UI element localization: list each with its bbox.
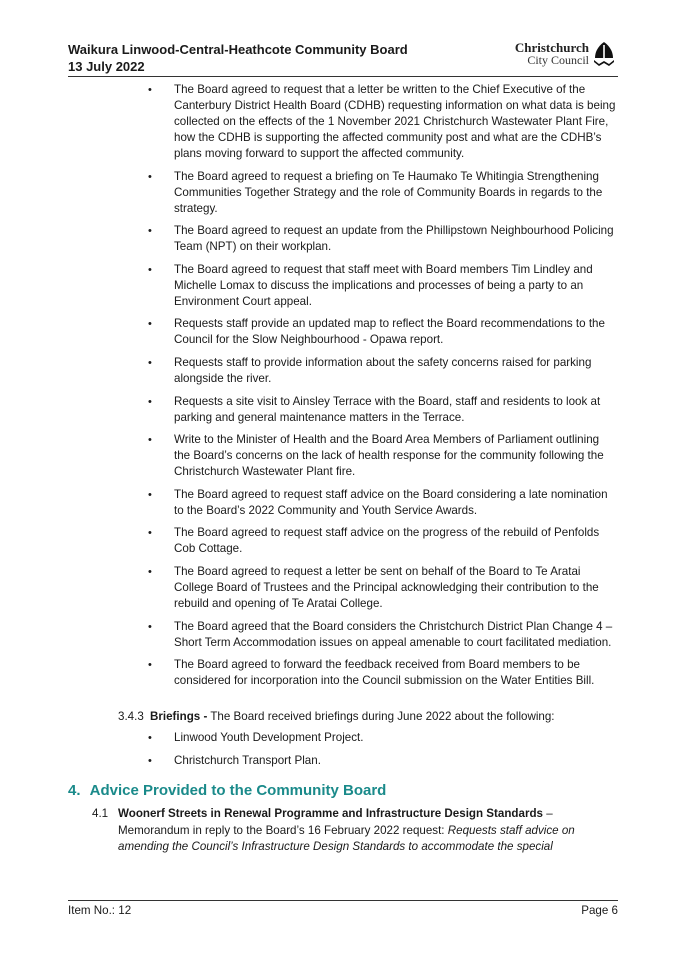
subsection-heading: Briefings - [150, 710, 208, 723]
section-title: Advice Provided to the Community Board [89, 782, 387, 799]
subsection-3-4-3 [118, 709, 555, 725]
list-item: • Requests a site visit to Ainsley Terrace with the Board, staff and residents to look at parking and general maintenance matters in the Terrace. [148, 394, 618, 426]
resolution-list [148, 82, 618, 696]
subsection-number: 3.4.3 [118, 710, 144, 723]
item-number: Item No.: 12 [68, 904, 132, 917]
paragraph-heading: Woonerf Streets in Renewal Programme and Infrastructure Design Standards [118, 807, 543, 820]
list-item: • The Board agreed to request a letter be sent on behalf of the Board to Te Aratai College Board of Trustees and the Principal acknowledging their contribution to the rebuild and opening of Te Aratai College. [148, 564, 618, 612]
list-item: • The Board agreed to request staff advice on the progress of the rebuild of Penfolds Cob Cottage. [148, 525, 618, 557]
list-item: • Requests staff to provide information about the safety concerns raised for parking alongside the river. [148, 355, 618, 387]
paragraph-4-1 [92, 806, 612, 856]
cathedral-icon [592, 41, 616, 67]
list-item: • Linwood Youth Development Project. [148, 730, 618, 746]
page-header [68, 38, 618, 77]
paragraph-text: – Memorandum in reply to the Board’s 16 February 2022 request: [118, 807, 553, 837]
section-heading [68, 782, 386, 799]
logo-line2: City Council [527, 53, 589, 67]
section-number: 4. [68, 782, 81, 799]
list-item: • The Board agreed to request that a letter be written to the Chief Executive of the Canterbury District Health Board (CDHB) requesting information on what data is being collected on the effects of the 1 November 2021 Christchurch Wastewater Plant Fire, how the CDHB is supporting the affected community post and what are the CDHB’s plans moving forward to support the affected community. [148, 82, 618, 162]
meeting-date: 13 July 2022 [68, 59, 145, 74]
logo-line1: Christchurch [514, 40, 589, 55]
list-item: • The Board agreed to request staff advice on the Board considering a late nomination to the Board’s 2022 Community and Youth Service Awards. [148, 487, 618, 519]
list-item: • The Board agreed to request a briefing on Te Haumako Te Whitingia Strengthening Communities Together Strategy and the role of Community Boards in regards to the strategy. [148, 169, 618, 217]
list-item: • Christchurch Transport Plan. [148, 753, 618, 769]
list-item: • The Board agreed to request an update from the Phillipstown Neighbourhood Policing Team (NPT) on their workplan. [148, 223, 618, 255]
board-title: Waikura Linwood-Central-Heathcote Community Board [68, 42, 408, 57]
council-logo [515, 41, 616, 67]
paragraph-quote: Requests staff advice on amending the Council’s Infrastructure Design Standards to accommodate the special [118, 823, 575, 853]
subsection-text: The Board received briefings during June 2022 about the following: [207, 710, 555, 723]
list-item: • Requests staff provide an updated map to reflect the Board recommendations to the Council for the Slow Neighbourhood - Opawa report. [148, 316, 618, 348]
page-footer [68, 900, 618, 918]
list-item: • The Board agreed that the Board considers the Christchurch District Plan Change 4 – Short Term Accommodation issues on appeal amenable to court facilitated mediation. [148, 619, 618, 651]
list-item: • Write to the Minister of Health and the Board Area Members of Parliament outlining the Board’s concerns on the lack of health response for the community following the Christchurch Wastewater Plant fire. [148, 432, 618, 480]
list-item: • The Board agreed to request that staff meet with Board members Tim Lindley and Michelle Lomax to discuss the implications and processes of being a party to an Environment Court appeal. [148, 262, 618, 310]
header-text [68, 41, 408, 75]
paragraph-number: 4.1 [92, 807, 109, 820]
briefings-list [148, 730, 618, 775]
page-number: Page 6 [581, 904, 618, 917]
list-item: • The Board agreed to forward the feedback received from Board members to be considered for incorporation into the Council submission on the Water Entities Bill. [148, 657, 618, 689]
